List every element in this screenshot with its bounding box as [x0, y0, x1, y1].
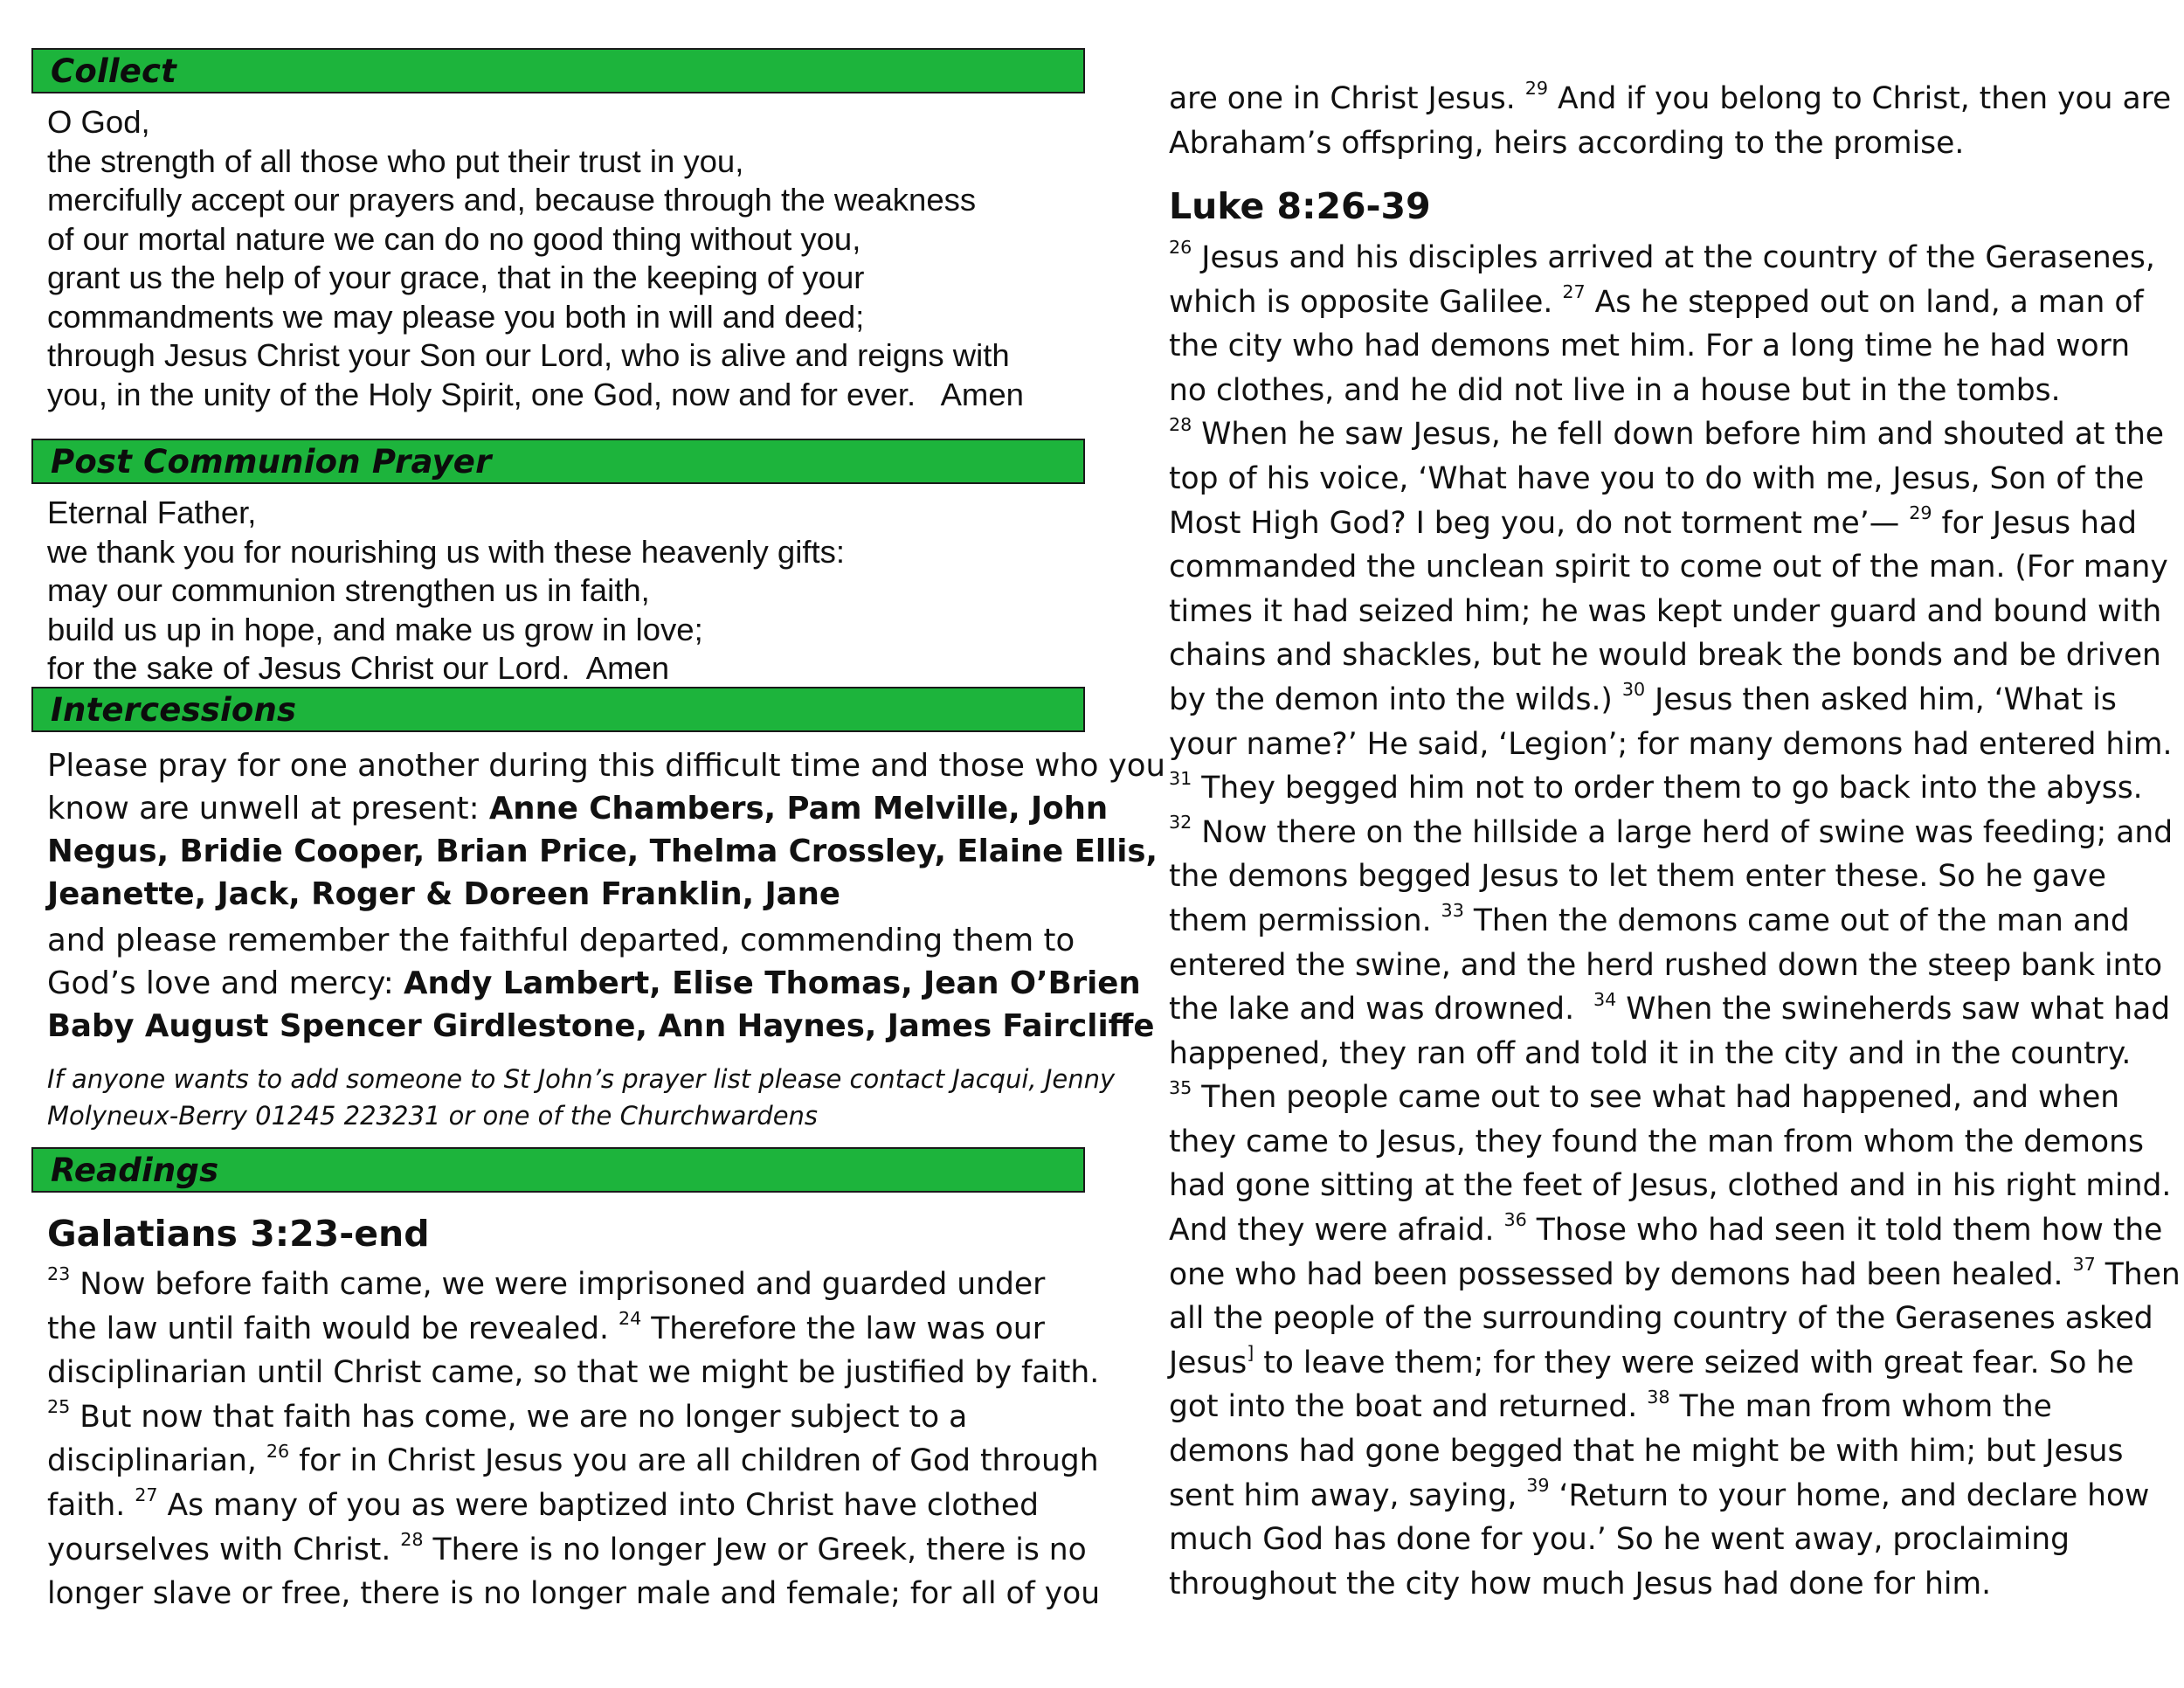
scripture-line: [47, 1484, 1100, 1528]
scripture-line: [1169, 1253, 2181, 1297]
scripture-line: [1169, 1297, 2181, 1341]
collect-line: O God,: [47, 104, 150, 140]
verse-text: When he saw Jesus, he fell down before him and shouted at the: [1192, 417, 2165, 453]
sick-line: [47, 787, 1109, 830]
verse-text: which is opposite Galilee.: [1169, 284, 1563, 320]
verse-text: Most High God? I beg you, do not torment me’—: [1169, 505, 1910, 541]
verse-text: the lake and was drowned.: [1169, 992, 1593, 1027]
post-communion-line: for the sake of Jesus Christ our Lord. Amen: [47, 650, 670, 686]
note-line: Molyneux-Berry 01245 223231 or one of the Churchwardens: [47, 1101, 819, 1131]
collect-line: the strength of all those who put their trust in you,: [47, 142, 744, 179]
sick-names: Negus, Bridie Cooper, Brian Price, Thelma Crossley, Elaine Ellis,: [47, 834, 1158, 869]
scripture-line: [47, 1572, 1100, 1616]
collect-line: you, in the unity of the Holy Spirit, one God, now and for ever. Amen: [47, 376, 1024, 412]
departed-names: Andy Lambert, Elise Thomas, Jean O’Brien: [404, 965, 1141, 1001]
verse-text: And if you belong to Christ, then you are: [1548, 81, 2172, 116]
scripture-line: [1169, 236, 2181, 280]
scripture-line: [1169, 987, 2181, 1032]
sick-intro-line: know are unwell at present:: [47, 791, 489, 827]
scripture-line: [1169, 412, 2181, 457]
collect-text: [47, 103, 1024, 414]
verse-text: for Jesus had: [1932, 505, 2137, 541]
post-communion-text: [47, 494, 845, 688]
verse-text: for in Christ Jesus you are all children of God through: [289, 1443, 1099, 1479]
verse-number: 36: [1503, 1209, 1527, 1231]
post-communion-line: may our communion strengthen us in faith,: [47, 572, 650, 608]
prayer-list-note: [47, 1061, 1115, 1134]
verse-text: yourselves with Christ.: [47, 1532, 401, 1567]
scripture-line: [1169, 678, 2181, 723]
scripture-line: [1169, 1076, 2181, 1120]
scripture-line: [47, 1528, 1100, 1573]
verse-number: 33: [1441, 900, 1464, 922]
post-communion-line: we thank you for nourishing us with these heavenly gifts:: [47, 533, 846, 570]
verse-text: When the swineherds saw what had: [1616, 992, 2171, 1027]
verse-number: 29: [1524, 78, 1549, 100]
verse-text: The man from whom the: [1669, 1389, 2052, 1425]
sick-line: [47, 873, 1087, 916]
sick-list-paragraph: [47, 744, 1165, 916]
verse-text: Now before faith came, we were imprisoned and guarded under: [70, 1267, 1046, 1302]
post-communion-heading: Post Communion Prayer: [51, 443, 492, 481]
verse-text: the city who had demons met him. For a long time he had worn: [1169, 329, 2131, 364]
verse-text: the law until faith would be revealed.: [47, 1311, 619, 1346]
verse-text: entered the swine, and the herd rushed down the steep bank into: [1169, 947, 2163, 983]
scripture-line: [1169, 1385, 2181, 1429]
verse-text: Now there on the hillside a large herd of swine was feeding; and: [1192, 814, 2174, 850]
scripture-line: [47, 1351, 1100, 1395]
verse-number: 28: [400, 1528, 424, 1550]
sick-line: [47, 830, 1158, 873]
verse-text: demons had gone begged that he might be with him; but Jesus: [1169, 1434, 2124, 1470]
verse-text: There is no longer Jew or Greek, there is no: [423, 1532, 1087, 1567]
verse-text: Jesus: [1169, 1345, 1248, 1380]
scripture-line: [1169, 1562, 2181, 1607]
galatians-title: Galatians 3:23-end: [47, 1213, 430, 1255]
verse-text: throughout the city how much Jesus had done for him.: [1169, 1566, 1992, 1602]
scripture-line: [1169, 1474, 2181, 1519]
readings-heading: Readings: [51, 1152, 219, 1189]
verse-text: they came to Jesus, they found the man from whom the demons: [1169, 1124, 2144, 1159]
verse-text: the demons begged Jesus to let them enter these. So he gave: [1169, 859, 2106, 895]
verse-number: 24: [618, 1308, 642, 1329]
scripture-line: [1169, 811, 2181, 855]
collect-heading: Collect: [51, 52, 177, 90]
departed-line: [47, 1005, 1155, 1048]
verse-text: sent him away, saying,: [1169, 1477, 1527, 1513]
scripture-line: [47, 1395, 1100, 1440]
luke-title: Luke 8:26-39: [1169, 185, 1431, 227]
collect-line: through Jesus Christ your Son our Lord, who is alive and reigns with: [47, 337, 1010, 373]
scripture-line: [1169, 324, 2181, 369]
verse-number: 27: [1562, 281, 1586, 302]
verse-number: 28: [1169, 413, 1192, 435]
scripture-line: [1169, 944, 2181, 988]
scripture-line: [1169, 121, 2171, 166]
verse-text: commanded the unclean spirit to come out of the man. (For many: [1169, 550, 2168, 585]
post-communion-header: [31, 439, 1085, 484]
verse-text: times it had seized him; he was kept under guard and bound with: [1169, 593, 2162, 629]
sick-names: Anne Chambers, Pam Melville, John: [488, 791, 1109, 827]
luke-text: [1169, 236, 2181, 1606]
verse-number: 37: [2072, 1254, 2096, 1276]
verse-number: 32: [1169, 812, 1192, 834]
scripture-line: [1169, 854, 2181, 899]
verse-text: one who had been possessed by demons had been healed.: [1169, 1256, 2073, 1292]
verse-text: They begged him not to order them to go back into the abyss.: [1192, 771, 2143, 806]
scripture-line: [1169, 545, 2181, 590]
verse-number: 25: [47, 1396, 71, 1418]
collect-line: mercifully accept our prayers and, because through the weakness: [47, 182, 977, 218]
verse-text: Then the demons came out of the man and: [1463, 903, 2130, 938]
scripture-line: [1169, 457, 2181, 502]
galatians-text-continued: [1169, 77, 2171, 165]
scripture-line: [47, 1439, 1100, 1484]
verse-text: had gone sitting at the feet of Jesus, clothed and in his right mind.: [1169, 1168, 2172, 1204]
verse-text: happened, they ran off and told it in the city and in the country.: [1169, 1035, 2132, 1071]
intercessions-heading: Intercessions: [51, 691, 297, 729]
verse-text: Abraham’s offspring, heirs according to the promise.: [1169, 125, 1965, 161]
scripture-line: [1169, 1518, 2181, 1562]
departed-paragraph: [47, 919, 1155, 1048]
verse-text: by the demon into the wilds.): [1169, 681, 1622, 717]
verse-text: ‘Return to your home, and declare how: [1549, 1477, 2150, 1513]
verse-text: to leave them; for they were seized with great fear. So he: [1254, 1345, 2134, 1380]
verse-number: 23: [47, 1263, 71, 1285]
scripture-line: [1169, 280, 2181, 325]
note-line: If anyone wants to add someone to St John’s prayer list please contact Jacqui, Jenny: [47, 1064, 1116, 1094]
verse-number: 35: [1169, 1076, 1192, 1098]
sick-intro-line: Please pray for one another during this difficult time and those who you: [47, 748, 1165, 784]
verse-number: 27: [135, 1484, 158, 1506]
verse-text: top of his voice, ‘What have you to do with me, Jesus, Son of the: [1169, 460, 2145, 496]
verse-text: got into the boat and returned.: [1169, 1389, 1648, 1425]
verse-text: faith.: [47, 1487, 135, 1523]
scripture-line: [1169, 369, 2181, 413]
verse-number: 31: [1169, 767, 1192, 789]
verse-text: disciplinarian until Christ came, so that we might be justified by faith.: [47, 1355, 1100, 1391]
collect-line: commandments we may please you both in will and deed;: [47, 298, 865, 335]
collect-header: [31, 48, 1085, 93]
scripture-line: [1169, 723, 2181, 767]
scripture-line: [1169, 899, 2181, 944]
scripture-line: [1169, 502, 2181, 546]
verse-text: As many of you as were baptized into Christ have clothed: [157, 1487, 1040, 1523]
verse-number: 38: [1647, 1386, 1670, 1408]
collect-line: grant us the help of your grace, that in the keeping of your: [47, 259, 865, 295]
verse-text: As he stepped out on land, a man of: [1585, 284, 2144, 320]
sick-names: Jeanette, Jack, Roger & Doreen Franklin, Jane: [47, 876, 840, 912]
post-communion-line: build us up in hope, and make us grow in love;: [47, 611, 703, 647]
verse-text: no clothes, and he did not live in a house but in the tombs.: [1169, 372, 2061, 408]
scripture-line: [1169, 590, 2181, 634]
verse-number: 29: [1909, 502, 1932, 523]
departed-names: Baby August Spencer Girdlestone, Ann Haynes, James Faircliffe: [47, 1008, 1155, 1044]
verse-text: your name?’ He said, ‘Legion’; for many demons had entered him.: [1169, 726, 2173, 762]
scripture-line: [1169, 1164, 2181, 1208]
verse-text: are one in Christ Jesus.: [1169, 81, 1525, 116]
footnote-marker: ]: [1247, 1342, 1254, 1364]
verse-text: much God has done for you.’ So he went away, proclaiming: [1169, 1522, 2070, 1558]
verse-text: disciplinarian,: [47, 1443, 266, 1479]
departed-intro-line: God’s love and mercy:: [47, 965, 404, 1001]
intercessions-header: [31, 687, 1085, 732]
departed-intro-line: and please remember the faithful departed, commending them to: [47, 923, 1075, 958]
verse-text: Then: [2095, 1256, 2181, 1292]
verse-text: all the people of the surrounding country of the Gerasenes asked: [1169, 1301, 2153, 1337]
scripture-line: [1169, 77, 2171, 121]
scripture-line: [1169, 1120, 2181, 1165]
collect-line: of our mortal nature we can do no good thing without you,: [47, 220, 861, 257]
verse-number: 39: [1526, 1475, 1550, 1497]
verse-text: chains and shackles, but he would break the bonds and be driven: [1169, 638, 2161, 674]
readings-header: [31, 1147, 1085, 1193]
verse-text: But now that faith has come, we are no longer subject to a: [70, 1399, 968, 1435]
scripture-line: [1169, 1032, 2181, 1076]
scripture-line: [1169, 1429, 2181, 1474]
scripture-line: [1169, 1208, 2181, 1253]
scripture-line: [47, 1307, 1100, 1352]
verse-text: Therefore the law was our: [641, 1311, 1045, 1346]
departed-line: [47, 962, 1141, 1005]
verse-text: Those who had seen it told them how the: [1526, 1213, 2163, 1249]
verse-number: 30: [1621, 679, 1646, 701]
verse-text: them permission.: [1169, 903, 1441, 938]
scripture-line: [1169, 1341, 2181, 1386]
verse-text: Jesus then asked him, ‘What is: [1645, 681, 2117, 717]
scripture-line: [1169, 766, 2181, 811]
scripture-line: [1169, 633, 2181, 678]
verse-text: And they were afraid.: [1169, 1213, 1504, 1249]
scripture-line: [47, 1263, 1100, 1307]
verse-text: Jesus and his disciples arrived at the country of the Gerasenes,: [1192, 240, 2155, 275]
verse-number: 26: [266, 1440, 290, 1462]
verse-number: 26: [1169, 237, 1192, 259]
galatians-text: [47, 1263, 1100, 1616]
verse-text: longer slave or free, there is no longer male and female; for all of you: [47, 1576, 1101, 1612]
verse-text: Then people came out to see what had happened, and when: [1192, 1080, 2120, 1116]
post-communion-line: Eternal Father,: [47, 495, 257, 530]
verse-number: 34: [1593, 988, 1617, 1010]
